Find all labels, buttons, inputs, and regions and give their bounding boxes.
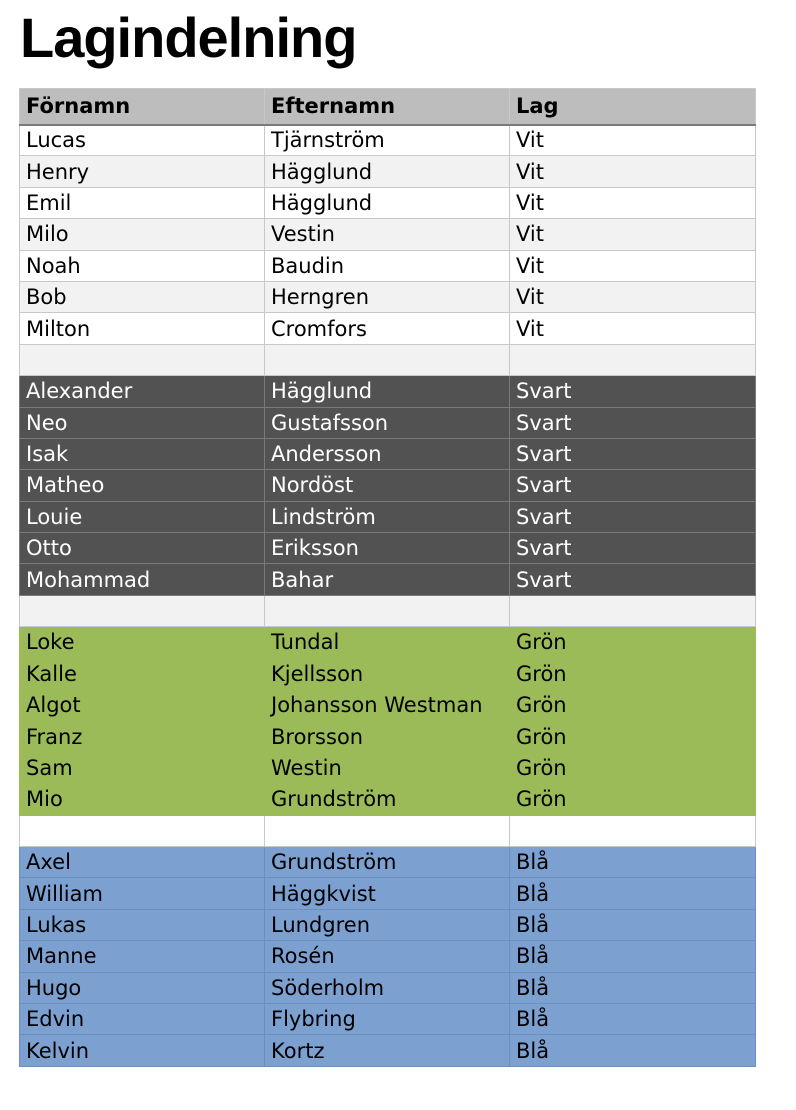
cell-efternamn: Bahar	[265, 564, 510, 595]
cell-efternamn: Tundal	[265, 627, 510, 658]
table-row	[20, 658, 756, 689]
table-row	[20, 721, 756, 752]
cell-fornamn: Lucas	[20, 125, 265, 156]
empty-cell	[20, 815, 265, 846]
cell-lag: Vit	[510, 156, 756, 187]
cell-efternamn: Kortz	[265, 1035, 510, 1066]
cell-lag: Blå	[510, 878, 756, 909]
cell-lag: Blå	[510, 1003, 756, 1034]
cell-lag: Svart	[510, 501, 756, 532]
cell-lag: Vit	[510, 250, 756, 281]
table-row	[20, 909, 756, 940]
cell-efternamn: Hägglund	[265, 187, 510, 218]
empty-cell	[20, 595, 265, 626]
table-row	[20, 564, 756, 595]
cell-fornamn: William	[20, 878, 265, 909]
cell-fornamn: Lukas	[20, 909, 265, 940]
table-row	[20, 407, 756, 438]
cell-efternamn: Herngren	[265, 281, 510, 312]
table-row	[20, 533, 756, 564]
cell-lag: Vit	[510, 219, 756, 250]
spacer-row	[20, 595, 756, 626]
table-row	[20, 878, 756, 909]
cell-fornamn: Louie	[20, 501, 265, 532]
cell-lag: Grön	[510, 721, 756, 752]
cell-efternamn: Baudin	[265, 250, 510, 281]
cell-fornamn: Matheo	[20, 470, 265, 501]
cell-efternamn: Nordöst	[265, 470, 510, 501]
empty-cell	[20, 344, 265, 375]
cell-efternamn: Andersson	[265, 438, 510, 469]
cell-fornamn: Alexander	[20, 376, 265, 407]
cell-efternamn: Rosén	[265, 941, 510, 972]
empty-cell	[510, 595, 756, 626]
cell-efternamn: Lindström	[265, 501, 510, 532]
cell-fornamn: Hugo	[20, 972, 265, 1003]
cell-fornamn: Manne	[20, 941, 265, 972]
cell-lag: Blå	[510, 972, 756, 1003]
cell-efternamn: Eriksson	[265, 533, 510, 564]
table-row	[20, 438, 756, 469]
table-header-row	[20, 89, 756, 125]
cell-efternamn: Häggkvist	[265, 878, 510, 909]
cell-lag: Vit	[510, 125, 756, 156]
cell-fornamn: Noah	[20, 250, 265, 281]
cell-efternamn: Tjärnström	[265, 125, 510, 156]
table-row	[20, 376, 756, 407]
cell-lag: Vit	[510, 187, 756, 218]
cell-lag: Grön	[510, 627, 756, 658]
page-title: Lagindelning	[20, 6, 357, 69]
cell-lag: Grön	[510, 658, 756, 689]
cell-efternamn: Grundström	[265, 846, 510, 877]
cell-fornamn: Algot	[20, 690, 265, 721]
cell-fornamn: Otto	[20, 533, 265, 564]
header-lag: Lag	[510, 89, 756, 125]
table-row	[20, 281, 756, 312]
cell-lag: Svart	[510, 376, 756, 407]
table-row	[20, 752, 756, 783]
cell-efternamn: Johansson Westman	[265, 690, 510, 721]
table-row	[20, 690, 756, 721]
cell-efternamn: Hägglund	[265, 156, 510, 187]
cell-efternamn: Söderholm	[265, 972, 510, 1003]
cell-lag: Svart	[510, 407, 756, 438]
cell-lag: Blå	[510, 941, 756, 972]
table-row	[20, 784, 756, 815]
empty-cell	[265, 815, 510, 846]
cell-lag: Grön	[510, 752, 756, 783]
spacer-row	[20, 344, 756, 375]
cell-lag: Blå	[510, 909, 756, 940]
cell-lag: Svart	[510, 438, 756, 469]
table-row	[20, 219, 756, 250]
table-row	[20, 627, 756, 658]
spacer-row	[20, 815, 756, 846]
table-row	[20, 470, 756, 501]
cell-efternamn: Cromfors	[265, 313, 510, 344]
table-row	[20, 1035, 756, 1066]
table-row	[20, 501, 756, 532]
cell-efternamn: Brorsson	[265, 721, 510, 752]
table-row	[20, 972, 756, 1003]
cell-fornamn: Bob	[20, 281, 265, 312]
empty-cell	[265, 595, 510, 626]
table-row	[20, 187, 756, 218]
cell-fornamn: Edvin	[20, 1003, 265, 1034]
cell-fornamn: Sam	[20, 752, 265, 783]
table-row	[20, 941, 756, 972]
cell-lag: Vit	[510, 281, 756, 312]
empty-cell	[510, 815, 756, 846]
table-row	[20, 313, 756, 344]
cell-fornamn: Mio	[20, 784, 265, 815]
cell-efternamn: Gustafsson	[265, 407, 510, 438]
cell-fornamn: Mohammad	[20, 564, 265, 595]
cell-efternamn: Grundström	[265, 784, 510, 815]
cell-lag: Blå	[510, 846, 756, 877]
cell-lag: Blå	[510, 1035, 756, 1066]
header-efternamn: Efternamn	[265, 89, 510, 125]
cell-lag: Svart	[510, 533, 756, 564]
cell-efternamn: Kjellsson	[265, 658, 510, 689]
cell-fornamn: Isak	[20, 438, 265, 469]
empty-cell	[510, 344, 756, 375]
cell-fornamn: Franz	[20, 721, 265, 752]
cell-lag: Svart	[510, 564, 756, 595]
table-row	[20, 125, 756, 156]
team-table	[19, 88, 756, 1067]
cell-efternamn: Flybring	[265, 1003, 510, 1034]
cell-fornamn: Henry	[20, 156, 265, 187]
cell-lag: Vit	[510, 313, 756, 344]
table-row	[20, 250, 756, 281]
cell-fornamn: Neo	[20, 407, 265, 438]
cell-lag: Grön	[510, 784, 756, 815]
cell-lag: Grön	[510, 690, 756, 721]
table-row	[20, 1003, 756, 1034]
cell-fornamn: Loke	[20, 627, 265, 658]
cell-efternamn: Hägglund	[265, 376, 510, 407]
cell-lag: Svart	[510, 470, 756, 501]
empty-cell	[265, 344, 510, 375]
cell-fornamn: Milo	[20, 219, 265, 250]
cell-efternamn: Lundgren	[265, 909, 510, 940]
cell-efternamn: Westin	[265, 752, 510, 783]
cell-fornamn: Milton	[20, 313, 265, 344]
table-row	[20, 156, 756, 187]
cell-fornamn: Emil	[20, 187, 265, 218]
header-fornamn: Förnamn	[20, 89, 265, 125]
cell-fornamn: Kelvin	[20, 1035, 265, 1066]
cell-efternamn: Vestin	[265, 219, 510, 250]
table-row	[20, 846, 756, 877]
cell-fornamn: Kalle	[20, 658, 265, 689]
cell-fornamn: Axel	[20, 846, 265, 877]
